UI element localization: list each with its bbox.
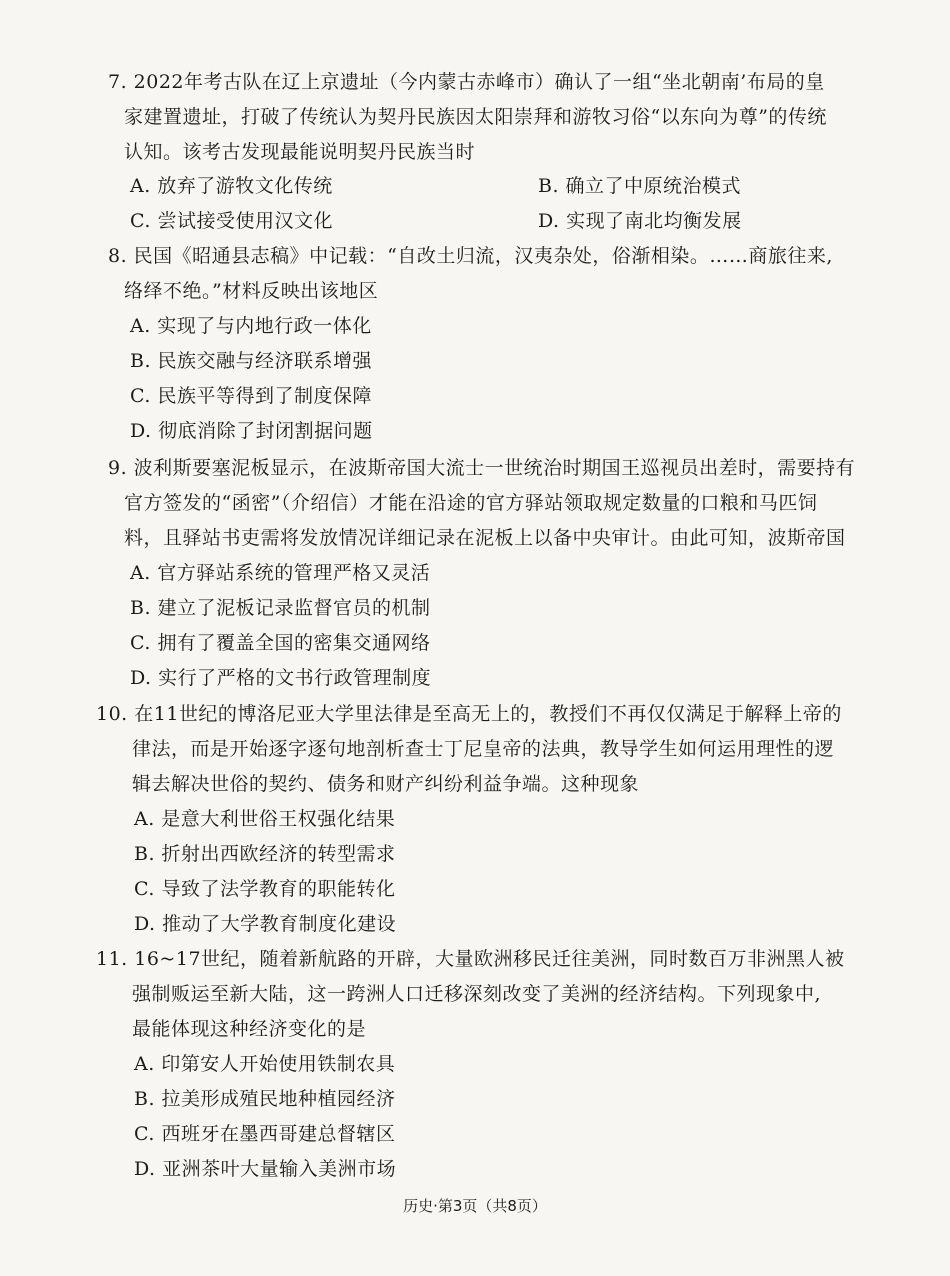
q7-option-c: C. 尝试接受使用汉文化 — [130, 210, 333, 232]
q7-stem-line-1: 7. 2022年考古队在辽上京遗址（今内蒙古赤峰市）确认了一组“坐北朝南’布局的皇 — [108, 71, 825, 93]
q11-option-c: C. 西班牙在墨西哥建总督辖区 — [134, 1123, 396, 1145]
q8-option-d: D. 彻底消除了封闭割据问题 — [130, 420, 373, 442]
q9-option-c: C. 拥有了覆盖全国的密集交通网络 — [130, 632, 431, 654]
q10-option-d: D. 推动了大学教育制度化建设 — [134, 913, 397, 935]
q10-option-c: C. 导致了法学教育的职能转化 — [134, 878, 396, 900]
q11-option-a: A. 印第安人开始使用铁制农具 — [134, 1053, 396, 1075]
q11-option-b: B. 拉美形成殖民地种植园经济 — [134, 1088, 396, 1110]
q7-option-b: B. 确立了中原统治模式 — [538, 175, 742, 197]
q9-option-a: A. 官方驿站系统的管理严格又灵活 — [130, 562, 431, 584]
page-footer: 历史·第3页（共8页） — [403, 1197, 547, 1215]
q7-stem-line-3: 认知。该考古发现最能说明契丹民族当时 — [124, 141, 476, 163]
q7-option-d: D. 实现了南北均衡发展 — [538, 210, 742, 232]
q10-stem-line-3: 辑去解决世俗的契约、债务和财产纠纷利益争端。这种现象 — [132, 773, 640, 795]
q8-stem-line-1: 8. 民国《昭通县志稿》中记载：“自改土归流，汉夷杂处，俗渐相染。……商旅往来, — [108, 245, 833, 267]
q9-stem-line-3: 料，且驿站书吏需将发放情况详细记录在泥板上以备中央审计。由此可知，波斯帝国 — [124, 527, 846, 549]
q9-stem-line-2: 官方签发的“函密”（介绍信）才能在沿途的官方驿站领取规定数量的口粮和马匹饲 — [124, 492, 818, 514]
q8-option-b: B. 民族交融与经济联系增强 — [130, 350, 373, 372]
q9-stem-line-1: 9. 波利斯要塞泥板显示，在波斯帝国大流士一世统治时期国王巡视员出差时，需要持有 — [108, 457, 856, 479]
q11-option-d: D. 亚洲茶叶大量输入美洲市场 — [134, 1158, 397, 1180]
q9-option-d: D. 实行了严格的文书行政管理制度 — [130, 667, 432, 689]
q8-option-c: C. 民族平等得到了制度保障 — [130, 385, 372, 407]
q8-stem-line-2: 络绎不绝。”材料反映出该地区 — [124, 280, 379, 302]
q10-option-a: A. 是意大利世俗王权强化结果 — [134, 808, 396, 830]
q9-option-b: B. 建立了泥板记录监督官员的机制 — [130, 597, 431, 619]
q10-stem-line-2: 律法，而是开始逐字逐句地剖析查士丁尼皇帝的法典，教导学生如何运用理性的逻 — [132, 738, 835, 760]
q11-stem-line-2: 强制贩运至新大陆，这一跨洲人口迁移深刻改变了美洲的经济结构。下列现象中, — [132, 983, 822, 1005]
q11-stem-line-1: 11. 16~17世纪，随着新航路的开辟，大量欧洲移民迁往美洲，同时数百万非洲黑人被 — [96, 948, 845, 970]
q7-option-a: A. 放弃了游牧文化传统 — [130, 175, 333, 197]
q7-stem-line-2: 家建置遗址，打破了传统认为契丹民族因太阳崇拜和游牧习俗“以东向为尊”的传统 — [124, 106, 827, 128]
q11-stem-line-3: 最能体现这种经济变化的是 — [132, 1018, 367, 1040]
q10-option-b: B. 折射出西欧经济的转型需求 — [134, 843, 396, 865]
q10-stem-line-1: 10. 在11世纪的博洛尼亚大学里法律是至高无上的，教授们不再仅仅满足于解释上帝的 — [96, 703, 842, 725]
q8-option-a: A. 实现了与内地行政一体化 — [130, 315, 372, 337]
